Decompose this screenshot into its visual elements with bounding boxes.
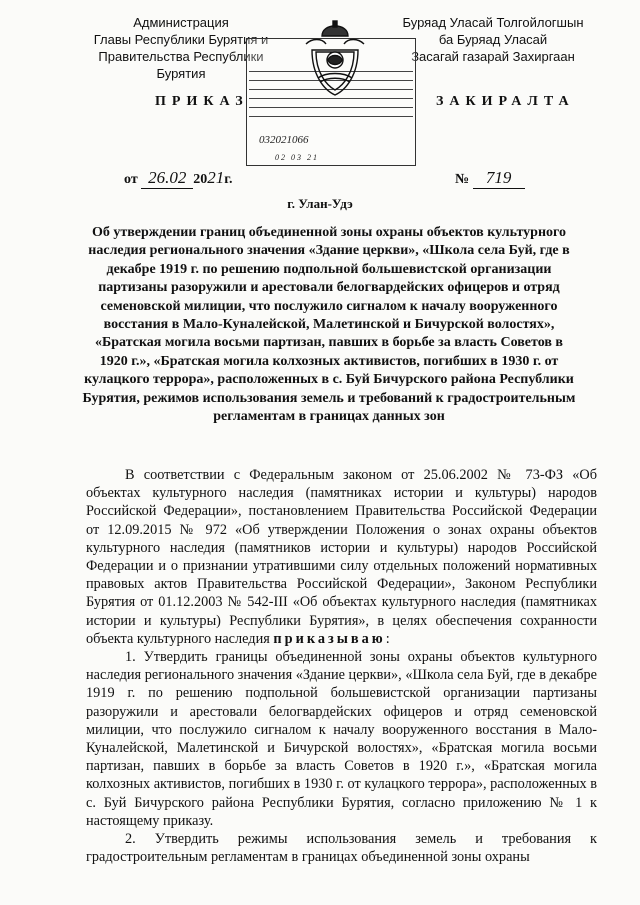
date-year-suffix: г. bbox=[224, 172, 233, 187]
date-year-prefix: 20 bbox=[193, 172, 208, 187]
header-left-line1: Администрация bbox=[133, 15, 229, 30]
order-word-left: ПРИКАЗ bbox=[155, 94, 249, 109]
stamp-reg-number: 032021066 bbox=[259, 134, 309, 146]
header-left-line2: Главы Республики Бурятия и bbox=[93, 32, 269, 47]
header-right bbox=[388, 14, 598, 65]
order-word-right: ЗАКИРАЛТА bbox=[436, 94, 575, 109]
coat-of-arms-emblem bbox=[300, 20, 370, 98]
header-right-line3: Засагай газарай Захиргаан bbox=[411, 49, 575, 64]
date-prefix: от bbox=[124, 172, 138, 187]
document-title: Об утверждении границ объединенной зоны охраны объектов культурного наследия регионального значения «Здание церкви», «Школа села Буй, где в декабре 1919 г. по решению подпольной большевистской организации партизаны разоружили и арестовали белогвардейских офицеров и отряд семеновской милиции, что послужило сигналом к началу вооруженного восстания в Мало-Куналейской, Малетинской и Бичурской волостях», «Братская могила восьми партизан, павших в борьбе за власть Советов в 1920 г.», «Братская могила колхозных активистов, погибших в 1930 г. от кулацкого террора», расположенных в с. Буй Бичурского района Республики Бурятия, режимов использования земель и требований к градостроительным регламентам в границах данных зон bbox=[82, 225, 576, 425]
order-colon: : bbox=[385, 630, 390, 647]
order-date bbox=[124, 168, 232, 189]
header-left-line3: Правительства Республики Бурятия bbox=[98, 49, 264, 81]
order-number bbox=[455, 168, 525, 189]
handwritten-year: 21 bbox=[207, 168, 225, 187]
body-item-2: 2. Утвердить режимы использования земель и требования к градостроительным регламентам в границах объединенной зоны охраны bbox=[86, 831, 597, 866]
city-name: г. Улан-Удэ bbox=[287, 196, 353, 211]
document-body bbox=[86, 466, 597, 866]
preamble-text: В соответствии с Федеральным законом от 25.06.2002 № 73-ФЗ «Об объектах культурного наследия (памятниках истории и культуры) народов Российской Федерации», постановлением Правительства Российской Федерации от 12.09.2015 № 972 «Об утверждении Положения о зонах охраны объектов культурного наследия (памятников истории и культуры) народов Российской Федерации и о признании утратившими силу отдельных положений нормативных правовых актов Правительства Российской Федерации», Законом Республики Бурятия от 01.12.2003 № 542-III «Об объектах культурного наследия (памятниках истории и культуры) Республики Бурятия», в целях обеспечения сохранности объекта культурного наследия bbox=[86, 467, 597, 647]
body-preamble bbox=[86, 466, 597, 648]
number-prefix: № bbox=[455, 172, 470, 187]
handwritten-date: 26.02 bbox=[141, 168, 193, 189]
stamp-reg-dates: 02 03 21 bbox=[275, 153, 319, 162]
order-verb: приказываю bbox=[273, 630, 386, 647]
handwritten-number: 719 bbox=[473, 168, 525, 189]
header-right-line1: Буряад Уласай Толгойлогшын bbox=[402, 15, 584, 30]
stamp-rule bbox=[249, 116, 413, 117]
body-item-1: 1. Утвердить границы объединенной зоны охраны объектов культурного наследия регионального значения «Здание церкви», «Школа села Буй, где в декабре 1919 г. по решению подпольной большевистской организации партизаны разоружили и арестовали белогвардейских офицеров и отряд семеновской милиции, что послужило сигналом к началу вооруженного восстания в Мало-Куналейской, Малетинской и Бичурской волостях», «Братская могила восьми партизан, павших в борьбе за власть Советов в 1920 г.», «Братская могила колхозных активистов, погибших в 1930 г. от кулацкого террора», расположенных в с. Буй Бичурского района Республики Бурятия, согласно приложению № 1 к настоящему приказу. bbox=[86, 649, 597, 829]
header-right-line2: ба Буряад Уласай bbox=[438, 32, 548, 47]
